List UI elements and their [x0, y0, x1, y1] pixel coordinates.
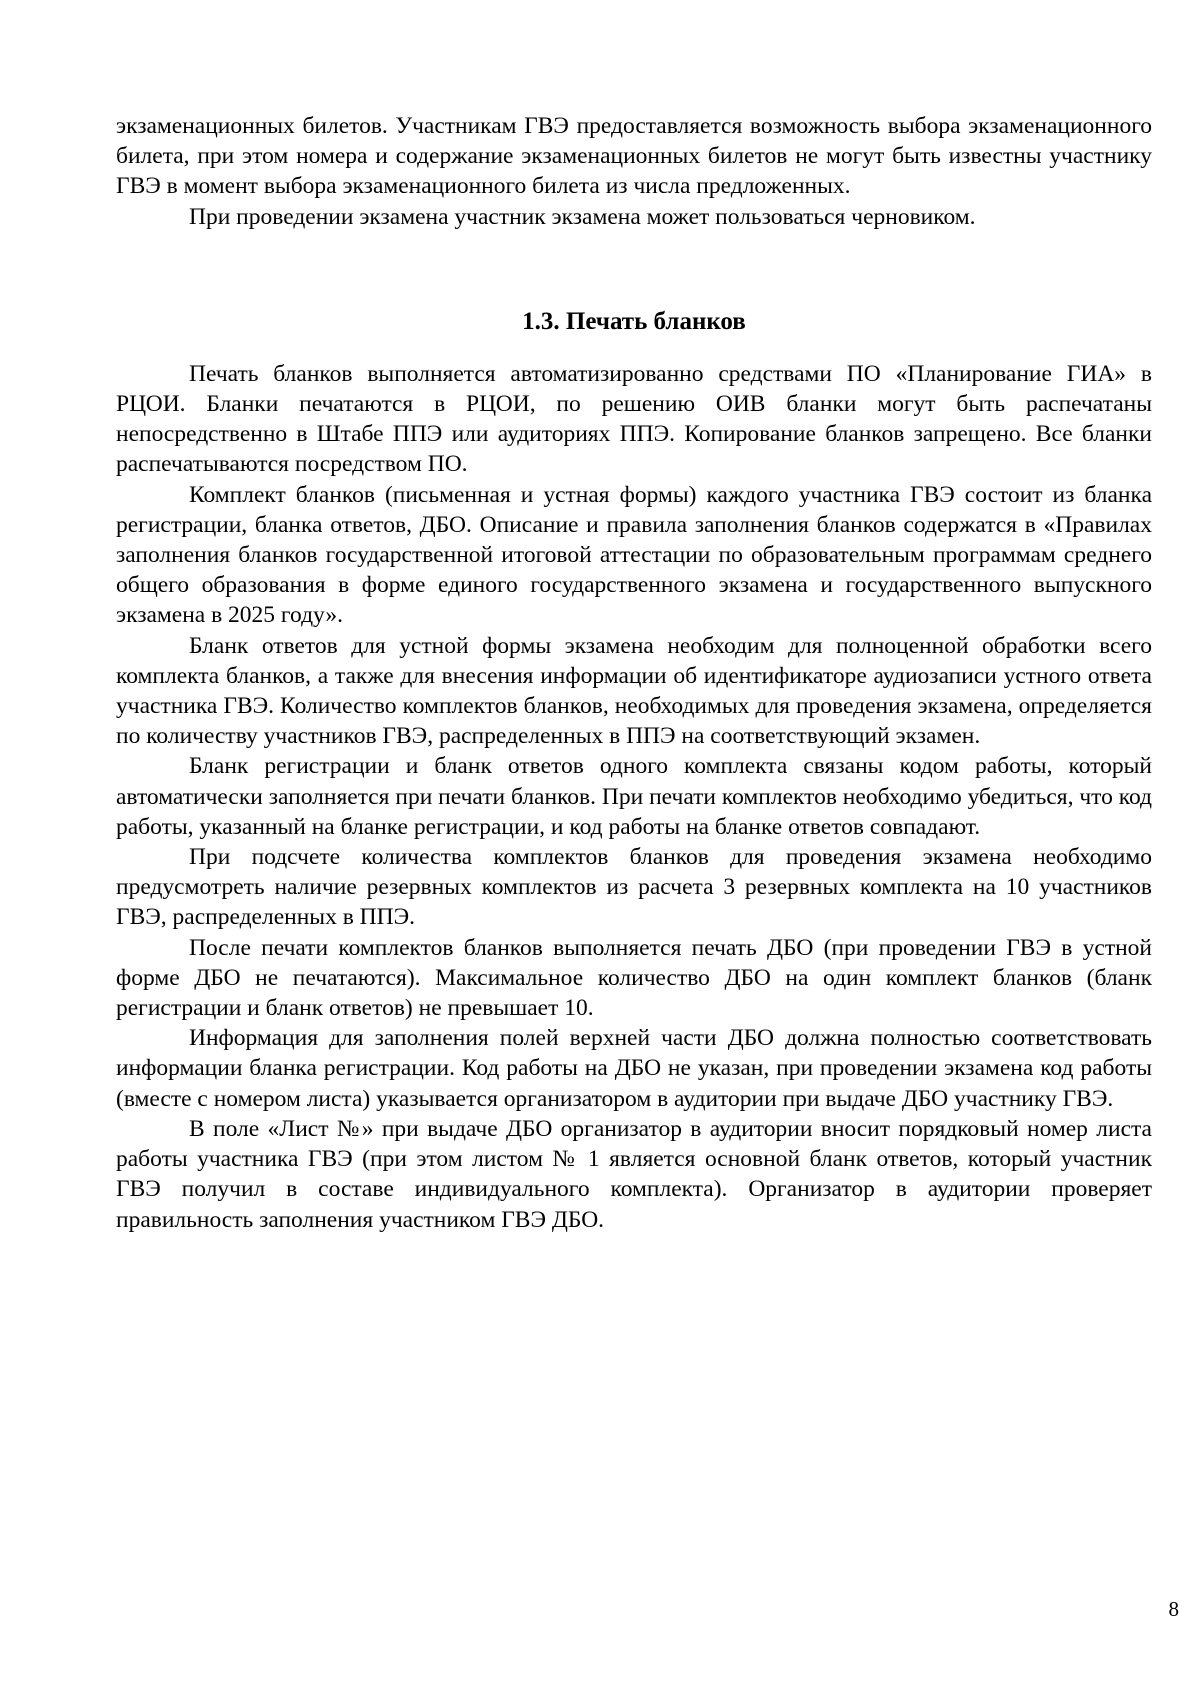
- paragraph-oral-answer-blank: Бланк ответов для устной формы экзамена необходим для полноценной обработки всего комплекта бланков, а также для внесения информации об идентификаторе аудиозаписи устного ответа участника ГВЭ. Количество комплектов бланков, необходимых для проведения экзамена, определяется по количеству участников ГВЭ, распределенных в ППЭ на соответствующий экзамен.: [116, 632, 1152, 750]
- paragraph-sheet-number: В поле «Лист №» при выдаче ДБО организатор в аудитории вносит порядковый номер листа работы участника ГВЭ (при этом листом № 1 является основной бланк ответов, который участник ГВЭ получил в составе индивидуального комплекта). Организатор в аудитории проверяет правильность заполнения участником ГВЭ ДБО.: [116, 1115, 1152, 1233]
- page-number: 8: [1168, 1597, 1179, 1621]
- paragraph-additional-blanks-filling: Информация для заполнения полей верхней части ДБО должна полностью соответствовать информации бланка регистрации. Код работы на ДБО не указан, при проведении экзамена код работы (вместе с номером листа) указывается организатором в аудитории при выдаче ДБО участнику ГВЭ.: [116, 1025, 1152, 1112]
- paragraph-blank-set-composition: Комплект бланков (письменная и устная формы) каждого участника ГВЭ состоит из бланка регистрации, бланка ответов, ДБО. Описание и правила заполнения бланков содержатся в «Правилах заполнения бланков государственной итоговой аттестации по образовательным программам среднего общего образования в форме единого государственного экзамена и государственного выпускного экзамена в 2025 году».: [116, 481, 1152, 629]
- section-heading: 1.3. Печать бланков: [522, 307, 746, 335]
- document-body: [116, 111, 1152, 1235]
- paragraph-reserve-sets: При подсчете количества комплектов бланков для проведения экзамена необходимо предусмотреть наличие резервных комплектов из расчета 3 резервных комплекта на 10 участников ГВЭ, распределенных в ППЭ.: [116, 844, 1152, 931]
- paragraph-work-code: Бланк регистрации и бланк ответов одного комплекта связаны кодом работы, который автоматически заполняется при печати бланков. При печати комплектов необходимо убедиться, что код работы, указанный на бланке регистрации, и код работы на бланке ответов совпадают.: [116, 753, 1152, 840]
- paragraph-draft-usage: При проведении экзамена участник экзамена может пользоваться черновиком.: [189, 203, 976, 230]
- paragraph-continuation: экзаменационных билетов. Участникам ГВЭ предоставляется возможность выбора экзаменационного билета, при этом номера и содержание экзаменационных билетов не могут быть известны участнику ГВЭ в момент выбора экзаменационного билета из числа предложенных.: [116, 113, 1152, 200]
- paragraph-additional-blanks-printing: После печати комплектов бланков выполняется печать ДБО (при проведении ГВЭ в устной форме ДБО не печатаются). Максимальное количество ДБО на один комплект бланков (бланк регистрации и бланк ответов) не превышает 10.: [116, 934, 1152, 1022]
- paragraph-printing-overview: Печать бланков выполняется автоматизированно средствами ПО «Планирование ГИА» в РЦОИ. Бланки печатаются в РЦОИ, по решению ОИВ бланки могут быть распечатаны непосредственно в Штабе ППЭ или аудиториях ППЭ. Копирование бланков запрещено. Все бланки распечатываются посредством ПО.: [116, 360, 1152, 478]
